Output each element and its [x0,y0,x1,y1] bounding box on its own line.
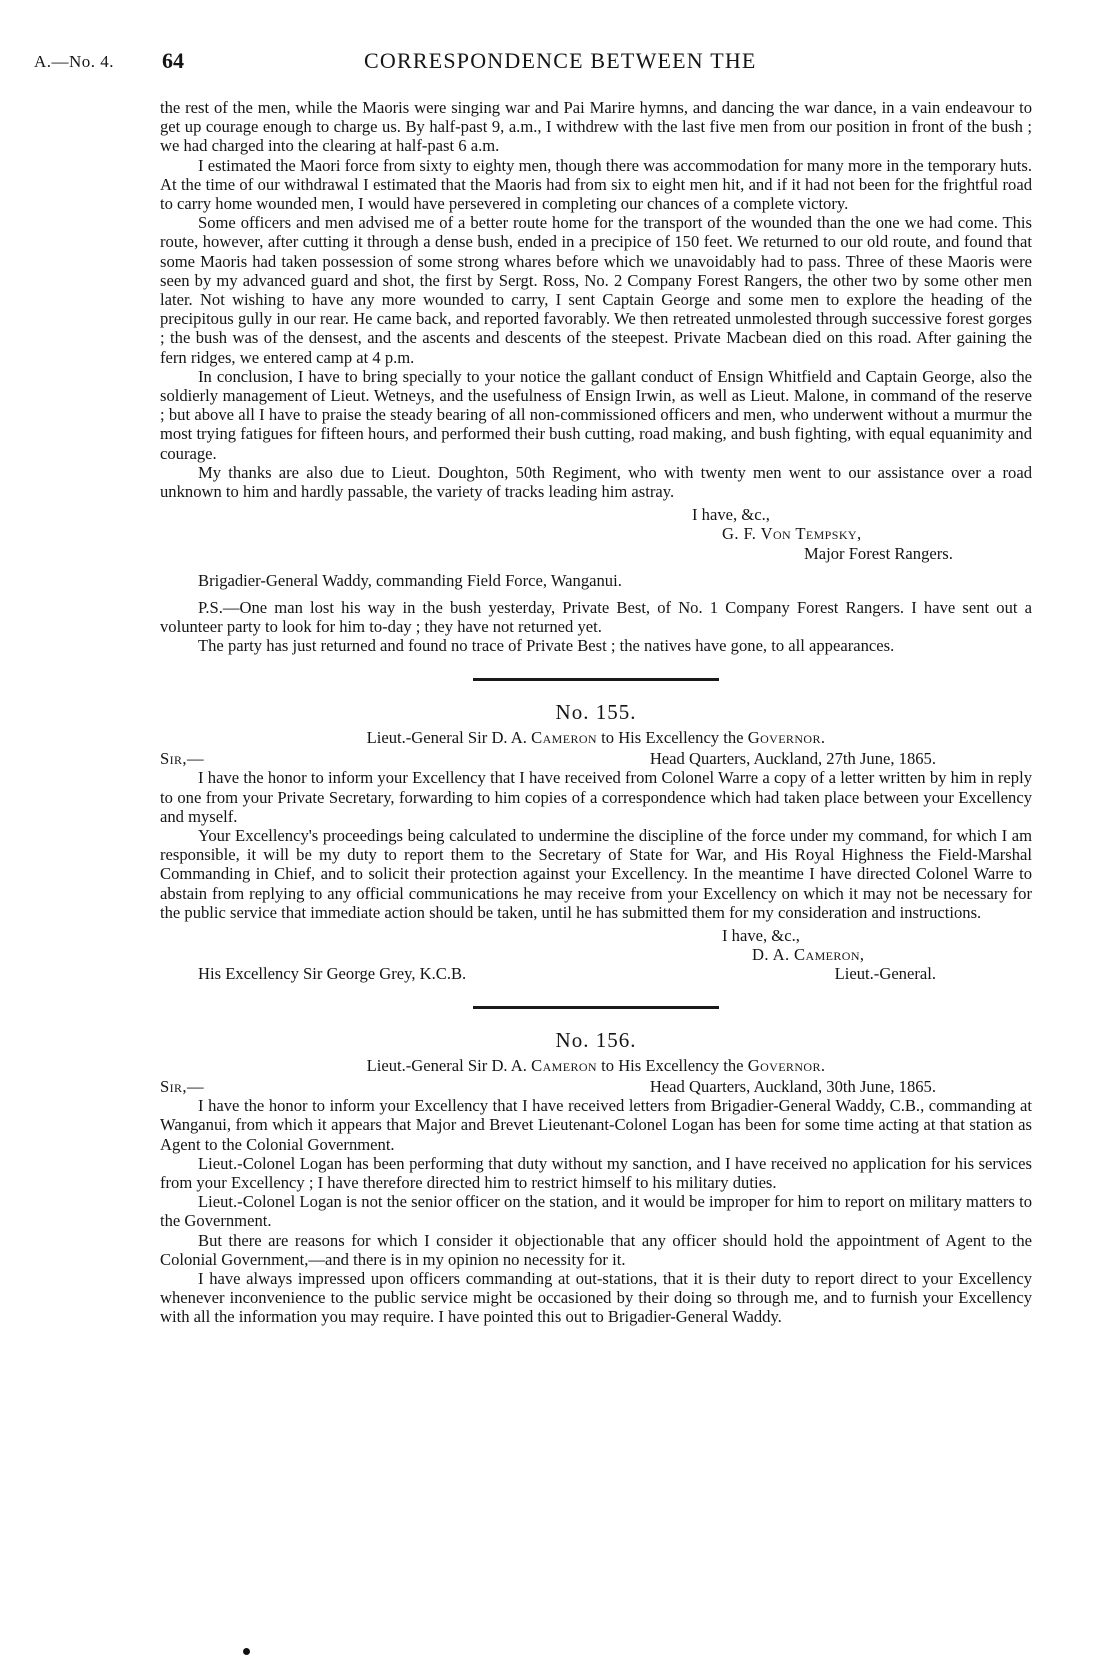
signature: G. F. Von Tempsky, [722,524,862,544]
salutation: Sir,— [160,749,204,769]
letter-continuation [160,98,1032,656]
document-reference: A.—No. 4. [34,52,115,71]
salutation: Sir,— [160,1076,204,1096]
salutation-line [160,749,1032,768]
dateline: Head Quarters, Auckland, 30th June, 1865. [649,1076,936,1096]
salutation-line [160,1077,1032,1096]
addressee: Brigadier-General Waddy, commanding Field Force, Wanganui. [198,570,622,590]
paragraph: Some officers and men advised me of a better route home for the transport of the wounded than the one we had come. This route, however, after cutting it through a dense bush, ended in a precipice of 150 feet. We returned to our old route, and found that some Maoris had taken possession of some strong whares before which we unavoidably had to pass. Three of these Maoris were seen by my advanced guard and shot, the first by Sergt. Ross, No. 2 Company Forest Rangers, the other two by some other men later. Not wishing to have any more wounded to carry, I sent Captain George and some men to explore the heading of the precipitous gully in our rear. He came back, and reported favorably. We then retreated unmolested through successive forest gorges ; the bush was of the densest, and the ascents and descents of the steepest. Private Macbean died on this road. After gaining the fern ridges, we entered camp at 4 p.m. [160,213,1032,367]
section-divider [473,678,719,681]
ink-dot [243,1648,250,1655]
letter-156 [160,1027,1032,1327]
page-header [34,48,1080,76]
paragraph: Your Excellency's proceedings being calculated to undermine the discipline of the force under my command, for which I am responsible, it will be my duty to report them to the Secretary of State for War, and His Royal Highness the Field-Marshal Commanding in Chief, and to solicit their protection against your Excellency. In the meantime I have directed Colonel Warre to abstain from replying to any official communications he may receive from your Excellency on which it may not be necessary for the public service that immediate action should be taken, until he has submitted them for my consideration and instructions. [160,825,1032,922]
postscript: P.S.—One man lost his way in the bush yesterday, Private Best, of No. 1 Company Forest Rangers. I have sent out a volunteer party to look for him to-day ; they have not returned yet. [160,598,1032,637]
paragraph: I estimated the Maori force from sixty to eighty men, though there was accommodation for many more in the temporary huts. At the time of our withdrawal I estimated that the Maoris had from six to eight men hit, and if it had not been for the frightful road to carry home wounded men, I would have persevered in completing our chances of a complete victory. [160,155,1032,214]
page-number: 64 [162,48,184,73]
paragraph: My thanks are also due to Lieut. Doughton, 50th Regiment, who with twenty men went to our assistance over a road unknown to him and hardly passable, the variety of tracks leading him astray. [160,462,1032,502]
letter-subtitle: Lieut.-General Sir D. A. Cameron to His Excellency the Governor. [366,1055,826,1075]
paragraph: In conclusion, I have to bring specially to your notice the gallant conduct of Ensign Whitfield and Captain George, also the soldierly management of Lieut. Wetneys, and the usefulness of Ensign Irwin, as well as Lieut. Malone, in command of the reserve ; but above all I have to praise the steady bearing of all non-commissioned officers and men, who underwent without a murmur the most trying fatigues for fifteen hours, and performed their bush cutting, road making, and bush fighting, with equal equanimity and courage. [160,366,1032,463]
paragraph: I have the honor to inform your Excellency that I have received letters from Brigadier-General Waddy, C.B., commanding at Wanganui, from which it appears that Major and Brevet Lieutenant-Colonel Logan has been for some time acting at that station as Agent to the Colonial Government. [160,1096,1032,1154]
paragraph: the rest of the men, while the Maoris were singing war and Pai Marire hymns, and dancing the war dance, in a vain endeavour to get up courage enough to charge us. By half-past 9, a.m., I withdrew with the last five men from our position in front of the bush ; we had charged into the clearing at half-past 6 a.m. [160,98,1032,156]
letter-subtitle: Lieut.-General Sir D. A. Cameron to His Excellency the Governor. [366,727,826,747]
signature-block [160,926,1032,964]
letter-number: No. 155. [555,699,637,724]
closing: I have, &c., [722,925,800,945]
addressee: His Excellency Sir George Grey, K.C.B. [198,964,467,984]
dateline: Head Quarters, Auckland, 27th June, 1865. [649,749,936,769]
signature: D. A. Cameron, [752,945,865,965]
paragraph: I have always impressed upon officers commanding at out-stations, that it is their duty to report direct to your Excellency whenever inconvenience to the public service might be occasioned by their doing so through me, and to furnish your Excellency with all the information you may require. I have pointed this out to Brigadier-General Waddy. [160,1268,1032,1327]
paragraph: I have the honor to inform your Excellency that I have received from Colonel Warre a copy of a letter written by him in reply to one from your Private Secretary, forwarding to him copies of a correspondence which had taken place between your Excellency and myself. [160,768,1032,826]
postscript: The party has just returned and found no trace of Private Best ; the natives have gone, to all appearances. [198,636,895,656]
paragraph: Lieut.-Colonel Logan has been performing that duty without my sanction, and I have received no application for his services from your Excellency ; I have therefore directed him to restrict himself to his military duties. [160,1153,1032,1192]
addressee-line [198,964,1032,983]
signature-title: Major Forest Rangers. [804,543,953,563]
letter-155 [160,699,1032,984]
section-divider [473,1006,719,1009]
signature-block [160,505,1032,563]
signature-title: Lieut.-General. [834,964,936,984]
running-title: CORRESPONDENCE BETWEEN THE [364,48,757,73]
letter-number: No. 156. [555,1027,637,1052]
paragraph: But there are reasons for which I consider it objectionable that any officer should hold the appointment of Agent to the Colonial Government,—and there is in my opinion no necessity for it. [160,1230,1032,1269]
closing: I have, &c., [692,505,770,525]
page-body [160,98,1032,1327]
paragraph: Lieut.-Colonel Logan is not the senior officer on the station, and it would be improper for him to report on military matters to the Government. [160,1192,1032,1231]
